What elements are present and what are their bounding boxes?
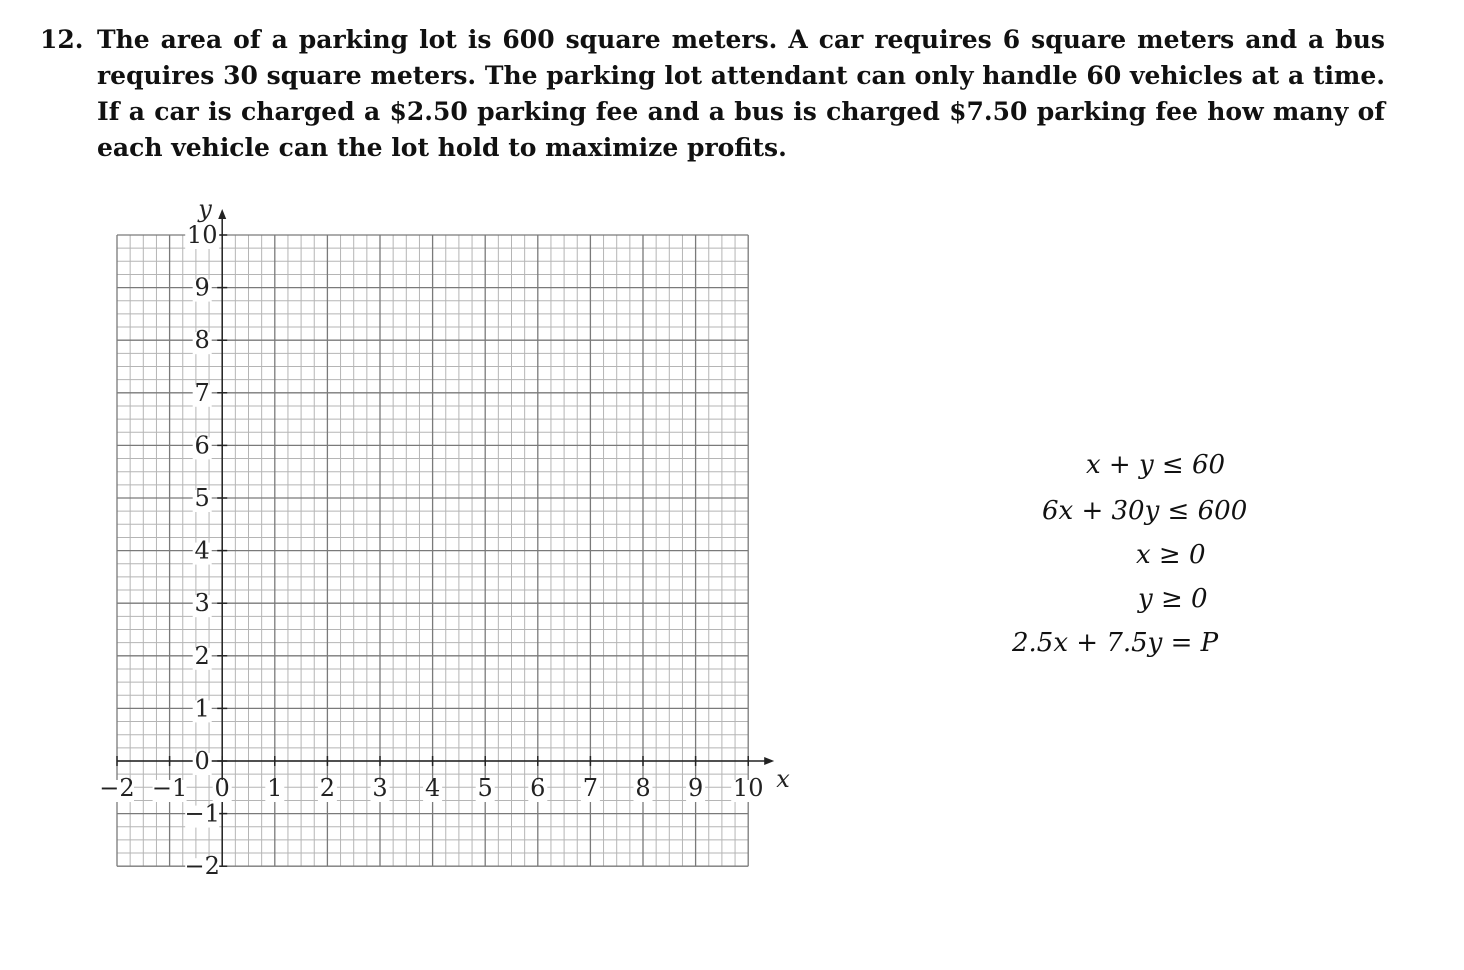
x-tick-label: −1: [151, 774, 188, 802]
x-tick-label: 1: [267, 774, 283, 802]
constraint-area: 6x + 30y ≤ 600: [1042, 496, 1248, 526]
problem-text: The area of a parking lot is 600 square meters. A car requires 6 square meters and a bus requires 30 square meters. The parking lot attendant can only handle 60 vehicles at a time. If a car is charged a $2.50 parking fee and a bus is charged $7.50 parking fee how many of each vehicle can the lot hold to maximize profits.: [97, 25, 1385, 162]
constraint-x-nonnegative: x ≥ 0: [1136, 540, 1206, 570]
x-tick-label: 5: [477, 774, 493, 802]
x-tick-label: 2: [319, 774, 336, 802]
profit-objective: 2.5x + 7.5y = P: [1012, 628, 1219, 658]
y-tick-label: 9: [194, 273, 210, 302]
y-tick-label: 4: [194, 536, 210, 565]
problem-statement: [40, 22, 1385, 166]
y-tick-label: 6: [194, 431, 210, 460]
x-tick-label: 6: [530, 774, 546, 802]
constraint-y-nonnegative: y ≥ 0: [1138, 584, 1208, 614]
y-tick-label: −2: [184, 852, 220, 881]
x-tick-label: 9: [687, 774, 704, 802]
x-tick-label: −2: [99, 774, 135, 802]
constraint-total-vehicles: x + y ≤ 60: [1086, 450, 1226, 480]
problem-number: 12.: [40, 25, 84, 54]
y-tick-label: 5: [194, 484, 210, 512]
y-tick-label: 10: [186, 221, 218, 249]
y-tick-label: −1: [184, 799, 220, 828]
x-tick-label: 10: [732, 774, 764, 802]
y-tick-label: 2: [194, 641, 210, 670]
y-tick-label: 1: [194, 694, 210, 723]
y-axis-label: y: [198, 195, 212, 223]
y-tick-label: 8: [194, 326, 210, 355]
y-tick-label: 3: [194, 589, 210, 618]
y-tick-label: 7: [194, 378, 210, 407]
x-tick-label: 4: [424, 774, 441, 802]
y-axis-arrow-icon: [218, 209, 226, 219]
x-tick-label: 8: [635, 774, 651, 802]
x-axis-arrow-icon: [764, 757, 774, 765]
coordinate-grid: [90, 190, 810, 890]
x-axis-label: x: [776, 765, 790, 793]
x-tick-label: 0: [214, 774, 230, 802]
x-tick-label: 3: [372, 774, 388, 802]
x-tick-label: 7: [582, 774, 599, 802]
y-tick-label: 0: [194, 747, 210, 775]
